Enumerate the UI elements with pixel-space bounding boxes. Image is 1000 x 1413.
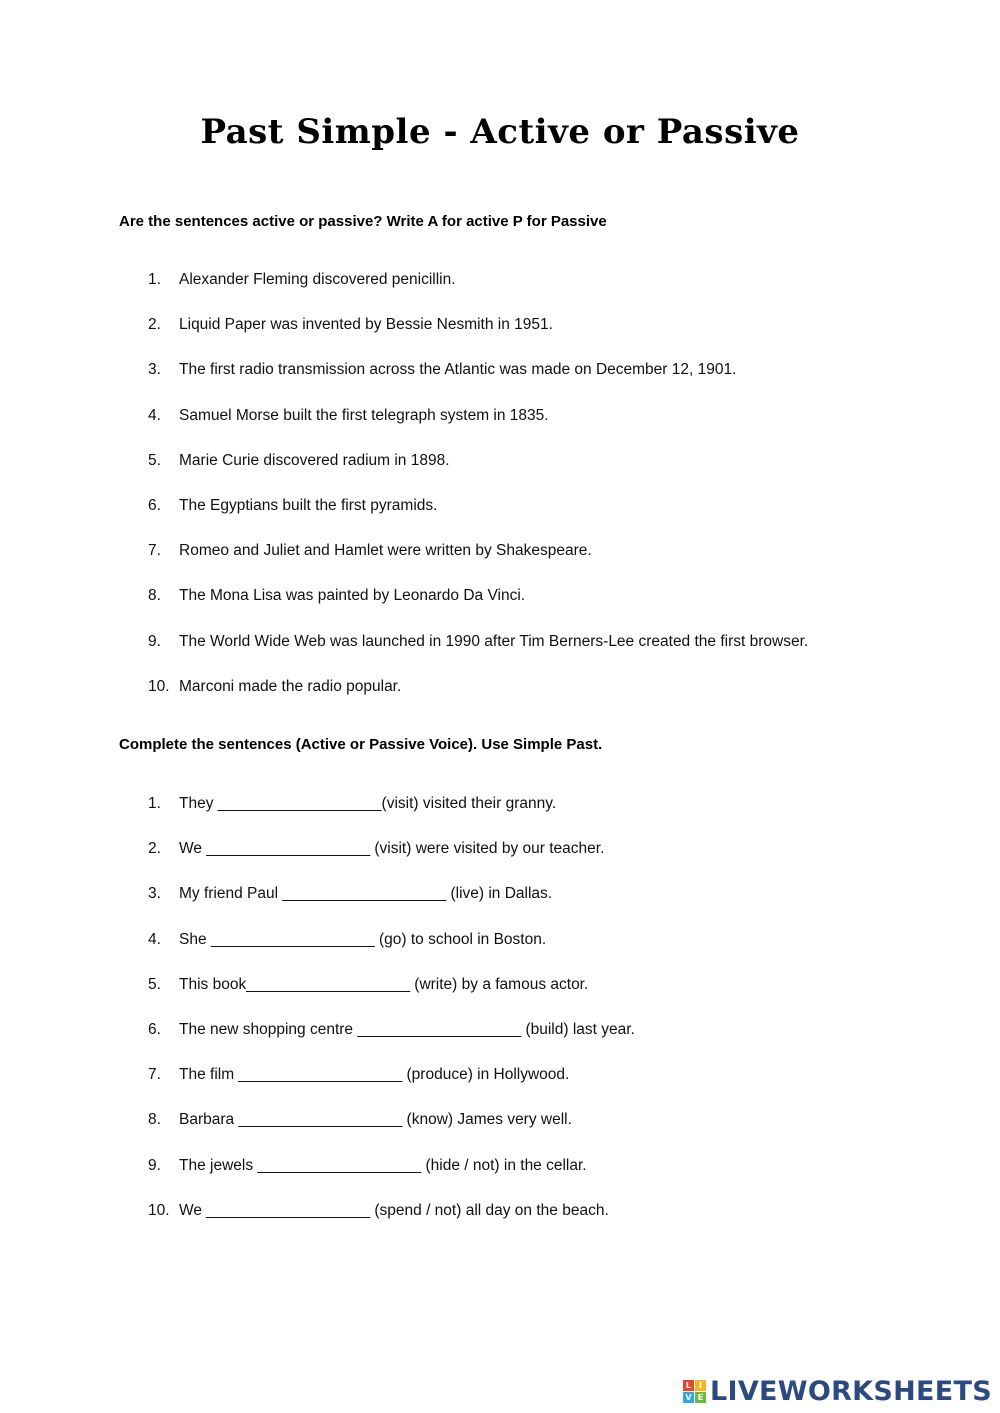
item-number: 10. <box>148 677 170 695</box>
section1-item <box>0 586 1000 631</box>
item-text: We ___________________ (spend / not) all day on the beach. <box>179 1201 609 1219</box>
section1-item <box>0 451 1000 496</box>
section2-list <box>0 794 1000 1246</box>
section1-item <box>0 496 1000 541</box>
section2-item <box>0 930 1000 975</box>
item-number: 3. <box>148 361 161 379</box>
logo-text: LIVEWORKSHEETS <box>709 1375 992 1407</box>
item-number: 1. <box>148 271 161 288</box>
item-text: Marie Curie discovered radium in 1898. <box>179 451 450 469</box>
section2-item <box>0 975 1000 1020</box>
item-number: 4. <box>148 406 161 424</box>
section1-item <box>0 406 1000 451</box>
item-number: 8. <box>148 587 161 605</box>
section2-item <box>0 839 1000 884</box>
section1-item <box>0 270 1000 315</box>
item-number: 9. <box>148 1156 161 1174</box>
item-number: 7. <box>148 542 161 560</box>
section2-item <box>0 1020 1000 1065</box>
item-text: Liquid Paper was invented by Bessie Nesmith in 1951. <box>179 316 553 334</box>
item-number: 6. <box>148 496 161 514</box>
logo-letter: I <box>695 1380 706 1391</box>
section2-item <box>0 1110 1000 1155</box>
item-number: 9. <box>148 632 161 650</box>
item-number: 5. <box>148 451 161 469</box>
section1-item <box>0 315 1000 360</box>
section2-instruction: Complete the sentences (Active or Passive Voice). Use Simple Past. <box>119 736 603 753</box>
item-text: The jewels ___________________ (hide / not) in the cellar. <box>179 1156 587 1174</box>
item-text: The Mona Lisa was painted by Leonardo Da Vinci. <box>179 587 526 605</box>
item-number: 6. <box>148 1020 161 1038</box>
section2-item <box>0 1065 1000 1110</box>
liveworksheets-logo <box>683 1375 992 1407</box>
item-text: The new shopping centre ___________________ (build) last year. <box>179 1020 635 1038</box>
logo-letter: L <box>683 1380 694 1391</box>
item-number: 7. <box>148 1066 161 1084</box>
logo-mark-icon <box>683 1380 706 1403</box>
item-text: The World Wide Web was launched in 1990 after Tim Berners-Lee created the first browser. <box>179 632 809 650</box>
item-text: They ___________________(visit) visited their granny. <box>179 795 557 812</box>
item-text: We ___________________ (visit) were visited by our teacher. <box>179 840 605 858</box>
section1-list <box>0 270 1000 722</box>
logo-letter: E <box>695 1392 706 1403</box>
item-text: The film ___________________ (produce) in Hollywood. <box>179 1066 570 1084</box>
section2-item <box>0 794 1000 839</box>
section1-item <box>0 541 1000 586</box>
item-text: Samuel Morse built the first telegraph system in 1835. <box>179 406 549 424</box>
item-text: Barbara ___________________ (know) James very well. <box>179 1111 572 1129</box>
item-text: Marconi made the radio popular. <box>179 677 402 695</box>
section2-item <box>0 884 1000 929</box>
item-number: 3. <box>148 885 161 903</box>
item-text: My friend Paul ___________________ (live) in Dallas. <box>179 885 553 903</box>
section1-instruction: Are the sentences active or passive? Write A for active P for Passive <box>119 213 607 230</box>
item-text: The Egyptians built the first pyramids. <box>179 496 438 514</box>
item-number: 5. <box>148 975 161 993</box>
item-number: 8. <box>148 1111 161 1129</box>
logo-letter: V <box>683 1392 694 1403</box>
item-text: Romeo and Juliet and Hamlet were written by Shakespeare. <box>179 542 592 560</box>
section1-item <box>0 360 1000 405</box>
page-title: Past Simple - Active or Passive <box>200 112 800 152</box>
item-text: Alexander Fleming discovered penicillin. <box>179 271 456 288</box>
item-number: 2. <box>148 840 161 858</box>
item-number: 4. <box>148 930 161 948</box>
item-number: 10. <box>148 1201 170 1219</box>
section1-item <box>0 632 1000 677</box>
item-number: 2. <box>148 316 161 334</box>
item-number: 1. <box>148 795 161 812</box>
section2-item <box>0 1201 1000 1246</box>
item-text: She ___________________ (go) to school in Boston. <box>179 930 547 948</box>
section2-item <box>0 1156 1000 1201</box>
item-text: This book___________________ (write) by a famous actor. <box>179 975 589 993</box>
section1-item <box>0 677 1000 722</box>
item-text: The first radio transmission across the Atlantic was made on December 12, 1901. <box>179 361 737 379</box>
